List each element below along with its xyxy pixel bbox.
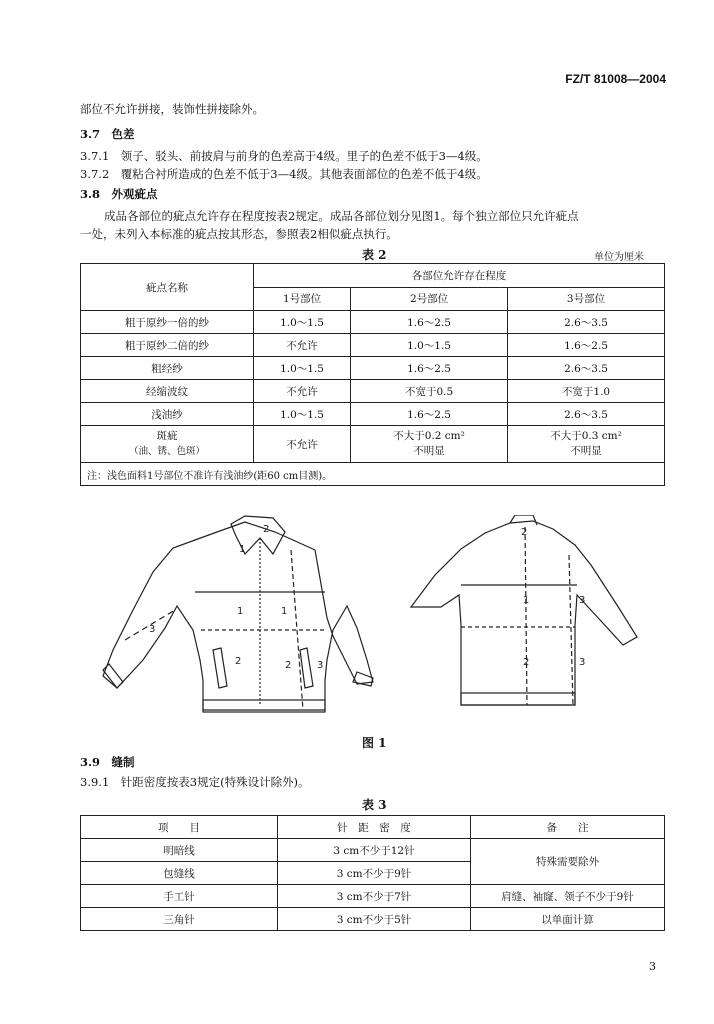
table-title: 表 2 bbox=[362, 248, 387, 262]
part-label: 2 bbox=[521, 527, 528, 538]
spot-name: 斑疵 bbox=[156, 430, 178, 442]
jacket-back-collar bbox=[510, 515, 537, 525]
cell-line: 不大于0.3 cm² bbox=[550, 430, 622, 442]
section-heading: 3.7 色差 bbox=[80, 127, 135, 141]
table-cell: 3 cm不少于5针 bbox=[278, 908, 471, 931]
table-unit: 单位为厘米 bbox=[594, 252, 644, 263]
table-cell: 2.6～3.5 bbox=[508, 403, 665, 426]
table-cell: 2.6～3.5 bbox=[508, 311, 665, 334]
table-cell bbox=[351, 426, 508, 463]
clause-391: 3.9.1 针距密度按表3规定(特殊设计除外)。 bbox=[80, 775, 310, 789]
table-row bbox=[81, 357, 665, 380]
table-cell: 以单面计算 bbox=[471, 908, 665, 931]
paragraph-line: 一处，未列入本标准的疵点按其形态，参照表2相似疵点执行。 bbox=[80, 227, 398, 241]
part-header: 1号部位 bbox=[254, 287, 351, 311]
clause-372: 3.7.2 覆粘合衬所造成的色差不低于3—4级。其他表面部位的色差不低于4级。 bbox=[80, 167, 488, 181]
table-cell: 不宽于0.5 bbox=[351, 380, 508, 403]
table-cell: 1.0～1.5 bbox=[254, 357, 351, 380]
table-cell: 1.0～1.5 bbox=[351, 334, 508, 357]
defect-name: 经缩波纹 bbox=[81, 380, 254, 403]
part-label: 3 bbox=[317, 660, 324, 671]
jacket-back-hem bbox=[461, 693, 575, 705]
part-header: 2号部位 bbox=[351, 287, 508, 311]
table-row bbox=[81, 380, 665, 403]
paragraph-line: 部位不允许拼接，装饰性拼接除外。 bbox=[80, 102, 264, 116]
table-cell: 3 cm不少于7针 bbox=[278, 885, 471, 908]
paragraph-line: 成品各部位的疵点允许存在程度按表2规定。成品各部位划分见图1。每个独立部位只允许疵点 bbox=[104, 209, 579, 223]
part-header: 3号部位 bbox=[508, 287, 665, 311]
table-cell: 1.0～1.5 bbox=[254, 403, 351, 426]
table-cell: 1.6～2.5 bbox=[351, 403, 508, 426]
cell-line: 不大于0.2 cm² bbox=[393, 430, 465, 442]
table-cell bbox=[508, 426, 665, 463]
jacket-back-side bbox=[569, 555, 573, 705]
jacket-right-cuff bbox=[353, 672, 373, 686]
table-title: 表 3 bbox=[362, 798, 387, 812]
table-cell: 不允许 bbox=[254, 334, 351, 357]
column-header: 项 目 bbox=[81, 816, 278, 839]
table-cell: 1.6～2.5 bbox=[351, 357, 508, 380]
column-header: 针 距 密 度 bbox=[278, 816, 471, 839]
table-row bbox=[81, 839, 665, 862]
table-cell: 包缝线 bbox=[81, 862, 278, 885]
defect-table bbox=[80, 263, 665, 486]
part-label: 2 bbox=[523, 657, 530, 668]
column-header: 疵点名称 bbox=[81, 264, 254, 311]
table-cell: 不允许 bbox=[254, 426, 351, 463]
jacket-back-center bbox=[523, 527, 530, 705]
defect-name: 粗经纱 bbox=[81, 357, 254, 380]
defect-name: 粗于原纱一倍的纱 bbox=[81, 311, 254, 334]
table-cell: 2.6～3.5 bbox=[508, 357, 665, 380]
table-cell: 肩缝、袖窿、领子不少于9针 bbox=[471, 885, 665, 908]
table-cell: 不宽于1.0 bbox=[508, 380, 665, 403]
part-label: 1 bbox=[239, 544, 246, 555]
table-row bbox=[81, 311, 665, 334]
jacket-right-pocket bbox=[300, 648, 313, 688]
stitch-density-table bbox=[80, 815, 665, 931]
part-label: 3 bbox=[149, 624, 156, 635]
table-row bbox=[81, 426, 665, 463]
spot-subname: （油、锈、色斑） bbox=[128, 446, 205, 457]
standard-code: FZ/T 81008—2004 bbox=[565, 72, 666, 86]
table-row bbox=[81, 885, 665, 908]
part-label: 2 bbox=[285, 660, 292, 671]
defect-name: 浅油纱 bbox=[81, 403, 254, 426]
jacket-back-outline bbox=[411, 521, 637, 705]
table-row bbox=[81, 403, 665, 426]
defect-name bbox=[81, 426, 254, 463]
cell-line: 不明显 bbox=[413, 445, 445, 457]
jacket-left-pocket bbox=[213, 648, 227, 688]
table-cell: 1.0～1.5 bbox=[254, 311, 351, 334]
table-cell: 1.6～2.5 bbox=[508, 334, 665, 357]
column-header: 备 注 bbox=[471, 816, 665, 839]
section-heading: 3.9 缝制 bbox=[80, 755, 135, 769]
table-cell: 特殊需要除外 bbox=[471, 839, 665, 885]
table-cell: 3 cm不少于9针 bbox=[278, 862, 471, 885]
clause-371: 3.7.1 领子、驳头、前披肩与前身的色差高于4级。里子的色差不低于3—4级。 bbox=[80, 149, 488, 163]
part-label: 1 bbox=[281, 606, 288, 617]
table-cell: 手工针 bbox=[81, 885, 278, 908]
cell-line: 不明显 bbox=[570, 445, 602, 457]
page-number: 3 bbox=[649, 960, 656, 973]
table-cell: 不允许 bbox=[254, 380, 351, 403]
jacket-front-drawing bbox=[95, 510, 385, 720]
part-label: 1 bbox=[523, 595, 530, 606]
table-cell: 1.6～2.5 bbox=[351, 311, 508, 334]
table-cell: 明暗线 bbox=[81, 839, 278, 862]
section-heading: 3.8 外观疵点 bbox=[80, 187, 158, 201]
defect-name: 粗于原纱二倍的纱 bbox=[81, 334, 254, 357]
part-label: 2 bbox=[263, 524, 270, 535]
table-row bbox=[81, 908, 665, 931]
table-note: 注：浅色面料1号部位不准许有浅油纱(距60 cm目测)。 bbox=[81, 463, 665, 486]
jacket-back-drawing bbox=[405, 515, 645, 720]
column-group-header: 各部位允许存在程度 bbox=[254, 264, 665, 288]
table-row bbox=[81, 334, 665, 357]
part-label: 2 bbox=[235, 656, 242, 667]
part-label: 3 bbox=[579, 595, 586, 606]
table-cell: 3 cm不少于12针 bbox=[278, 839, 471, 862]
part-label: 3 bbox=[579, 657, 586, 668]
table-cell: 三角针 bbox=[81, 908, 278, 931]
figure-caption: 图 1 bbox=[362, 736, 387, 750]
part-label: 1 bbox=[237, 606, 244, 617]
